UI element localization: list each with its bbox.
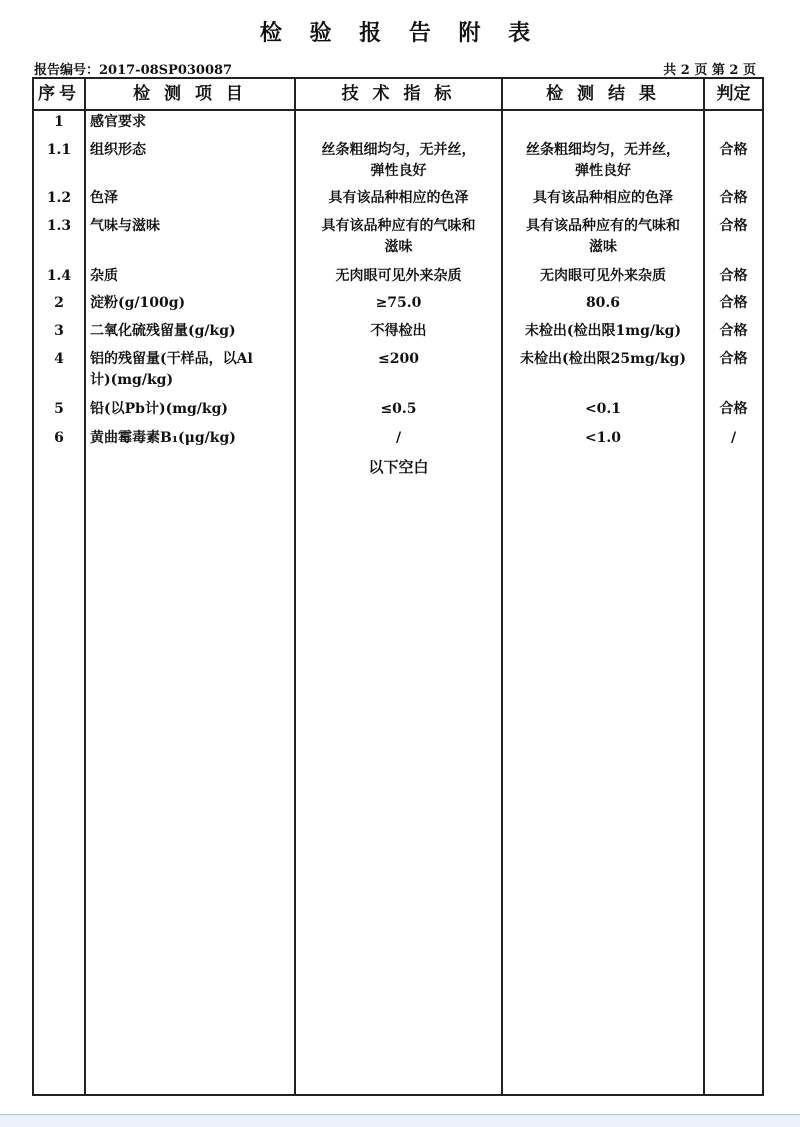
row-standard: 具有该品种应有的气味和 滋味 [321, 218, 476, 255]
header-divider [34, 109, 762, 111]
header-verdict: 判定 [716, 84, 751, 104]
report-number: 报告编号：2017-08SP030087 [34, 63, 233, 78]
row-item: 气味与滋味 [90, 218, 160, 234]
row-standard: ≤200 [378, 351, 419, 367]
row-item: 色泽 [90, 190, 118, 206]
row-result: <0.1 [584, 401, 622, 417]
row-result: 80.6 [585, 295, 621, 311]
row-item: 铝的残留量(干样品，以Al 计)(mg/kg) [90, 351, 253, 388]
row-seq: 1 [54, 114, 64, 130]
row-verdict: 合格 [719, 142, 748, 158]
row-verdict: 合格 [719, 218, 748, 234]
page-indicator: 共 2 页 第 2 页 [663, 63, 756, 78]
header-standard: 技 术 指 标 [341, 84, 456, 104]
row-result: 未检出(检出限25mg/kg) [520, 351, 686, 367]
row-item: 黄曲霉毒素B₁(μg/kg) [90, 430, 236, 446]
header-result: 检 测 结 果 [546, 84, 660, 104]
row-standard: 具有该品种相应的色泽 [328, 190, 469, 206]
row-result: <1.0 [584, 430, 622, 446]
row-verdict: 合格 [719, 323, 748, 339]
row-verdict: 合格 [719, 268, 748, 284]
row-verdict: 合格 [719, 190, 748, 206]
row-verdict: / [730, 430, 737, 446]
header-item: 检 测 项 目 [133, 84, 247, 104]
report-appendix-title: 检 验 报 告 附 表 [259, 20, 541, 46]
row-standard: / [395, 430, 402, 446]
row-result: 具有该品种相应的色泽 [533, 190, 673, 206]
row-seq: 2 [54, 295, 64, 311]
row-item: 二氧化硫残留量(g/kg) [90, 323, 236, 339]
bottom-edge-band [0, 1114, 800, 1127]
row-seq: 1.4 [46, 268, 72, 284]
row-item: 铅(以Pb计)(mg/kg) [90, 401, 229, 417]
row-seq: 1.3 [46, 218, 72, 234]
table-grid [34, 79, 762, 1094]
row-seq: 1.1 [46, 142, 72, 158]
row-verdict: 合格 [719, 351, 748, 367]
row-result: 未检出(检出限1mg/kg) [524, 323, 682, 339]
row-standard: ≤0.5 [380, 401, 417, 417]
row-standard: ≥75.0 [375, 295, 422, 311]
row-verdict: 合格 [719, 401, 748, 417]
table-header-row [34, 79, 762, 109]
row-item: 感官要求 [90, 114, 146, 130]
row-item: 淀粉(g/100g) [90, 295, 186, 311]
row-standard: 丝条粗细均匀，无并丝， 弹性良好 [321, 142, 476, 179]
row-seq: 6 [54, 430, 64, 446]
row-verdict: 合格 [719, 295, 748, 311]
inspection-results-table [32, 77, 764, 1096]
blank-below-note: 以下空白 [368, 458, 429, 476]
row-seq: 1.2 [46, 190, 72, 206]
header-seq: 序号 [38, 84, 80, 104]
row-seq: 4 [54, 351, 64, 367]
row-seq: 5 [54, 401, 64, 417]
row-item: 组织形态 [90, 142, 146, 158]
row-result: 具有该品种应有的气味和 滋味 [526, 218, 680, 255]
row-standard: 无肉眼可见外来杂质 [335, 268, 462, 284]
row-item: 杂质 [90, 268, 118, 284]
row-standard: 不得检出 [370, 323, 427, 339]
row-result: 无肉眼可见外来杂质 [540, 268, 666, 284]
row-result: 丝条粗细均匀，无并丝， 弹性良好 [526, 142, 680, 179]
row-seq: 3 [54, 323, 64, 339]
